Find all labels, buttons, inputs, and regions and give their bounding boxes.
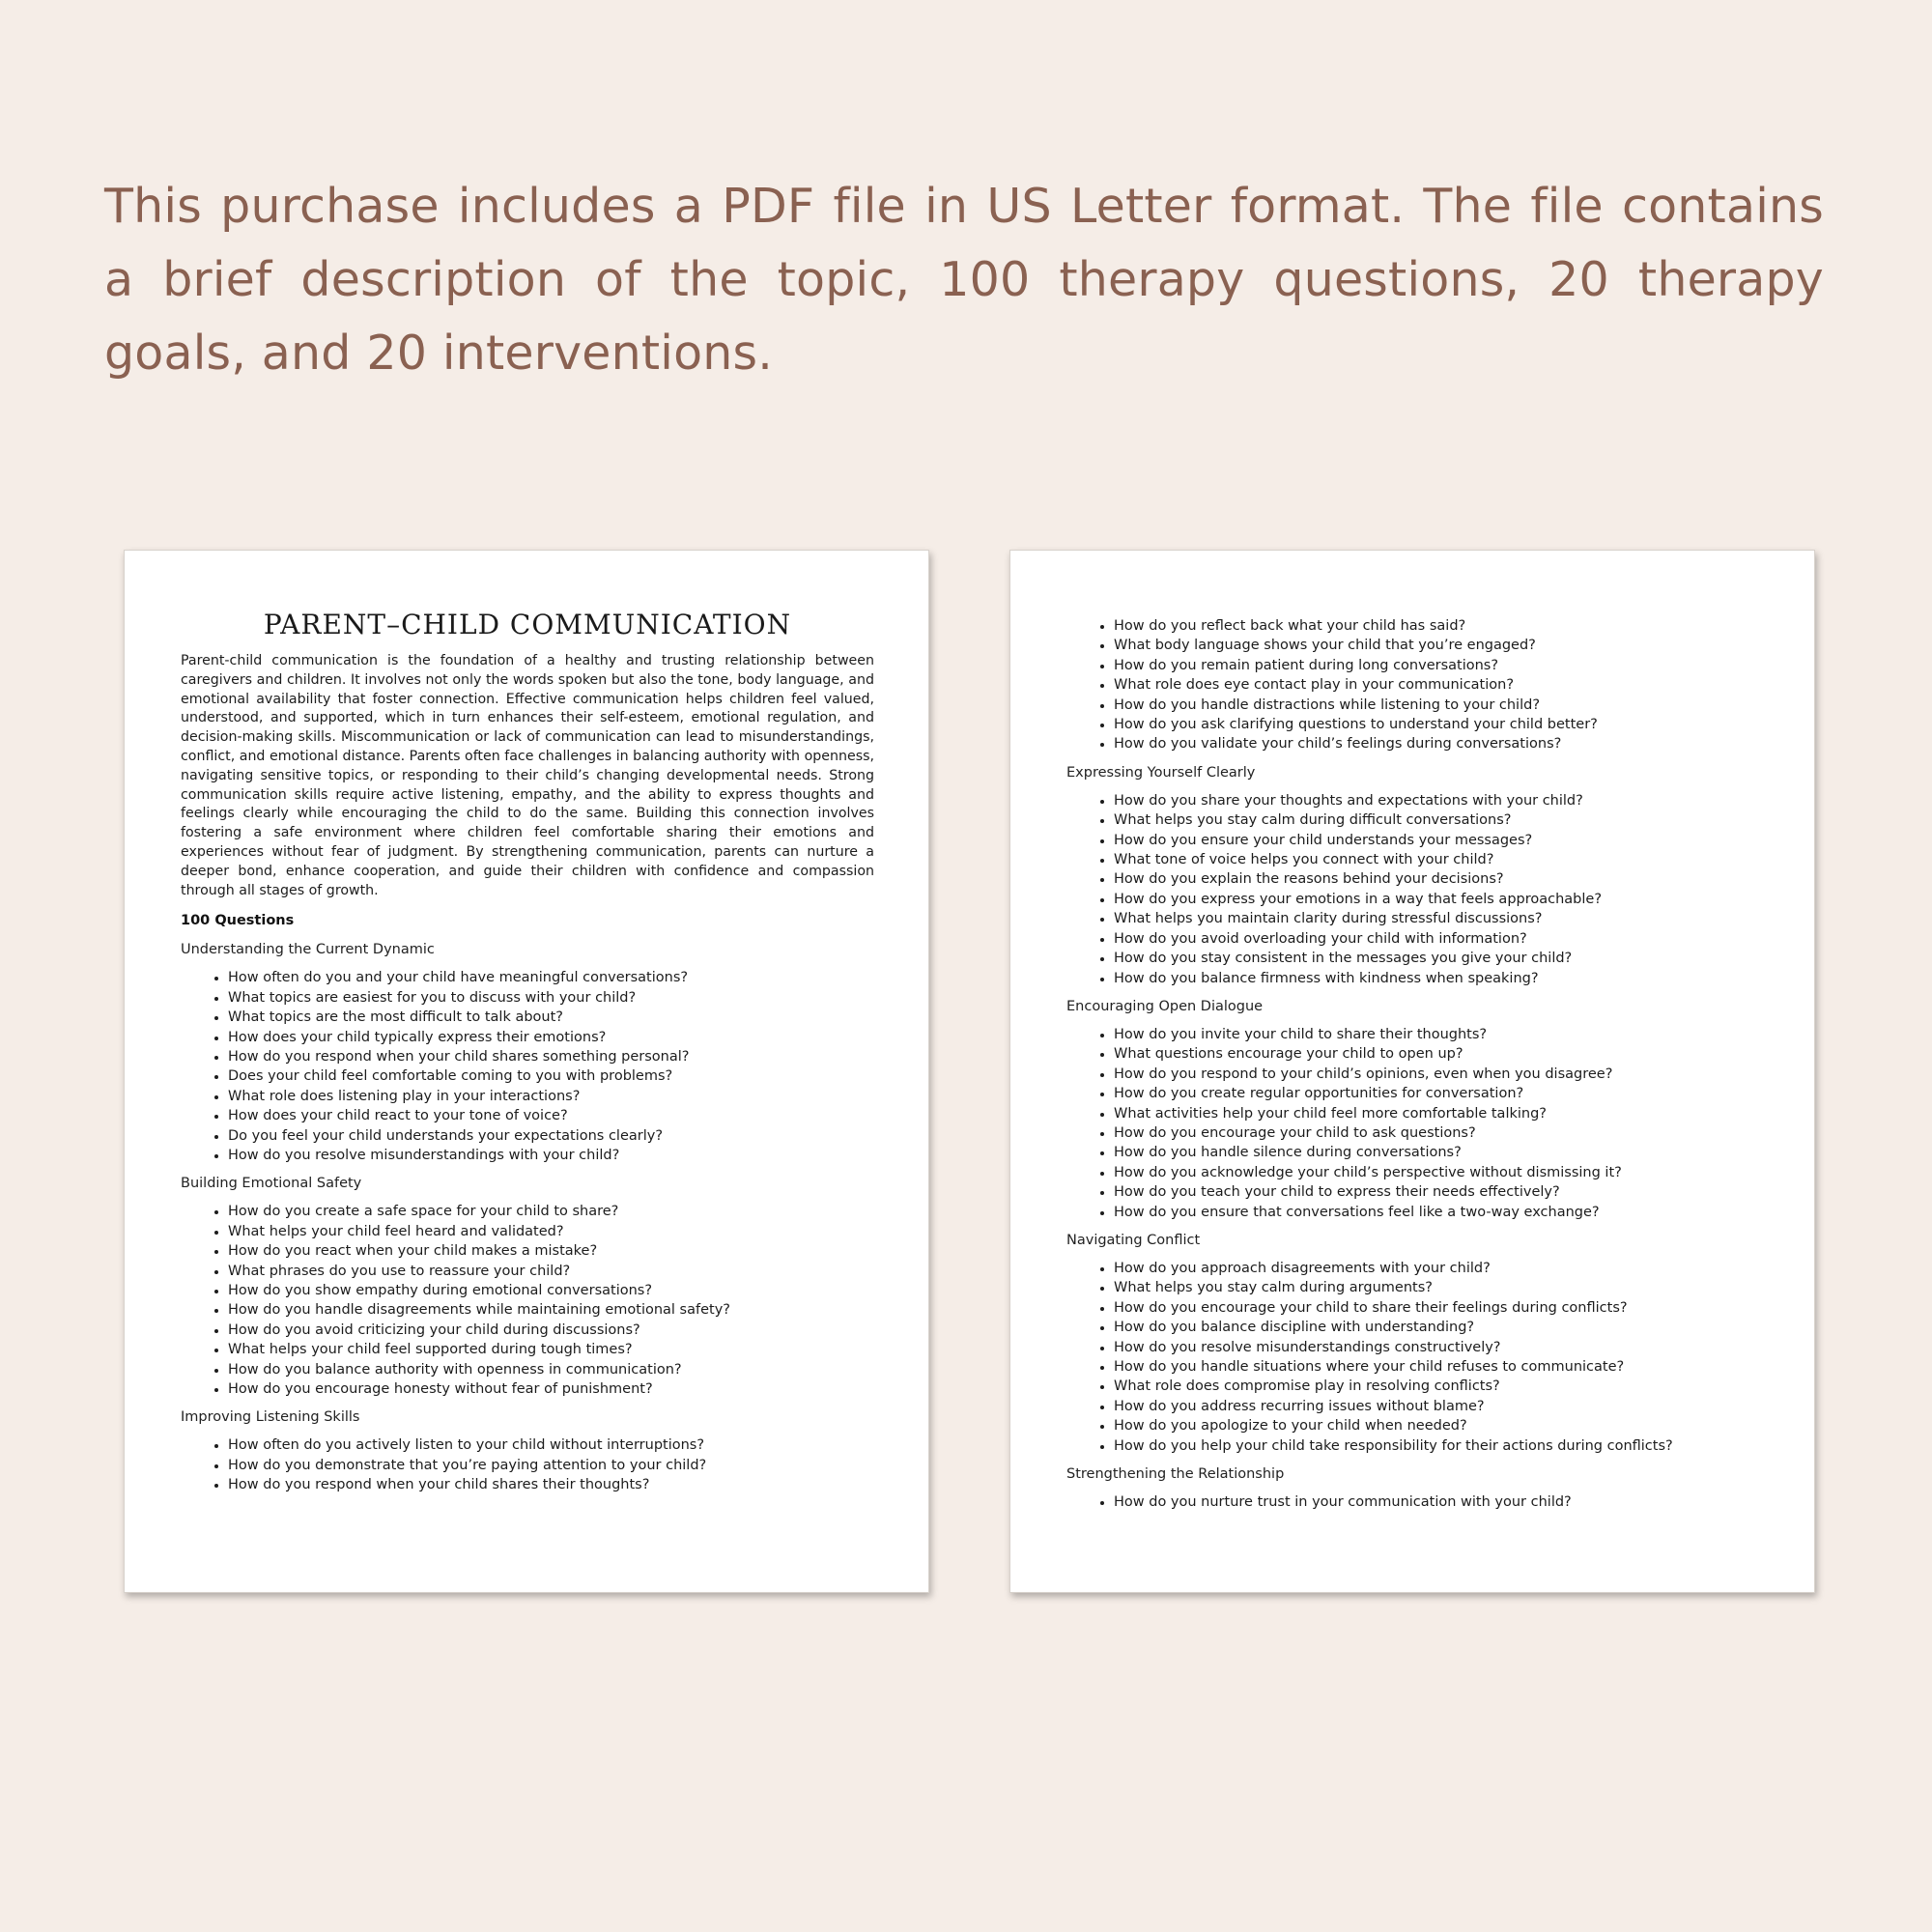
topic-description: Parent-child communication is the foundation of a healthy and trusting relationship between caregivers and children. It involves not only the words spoken but also the tone, body language, and emotional availability that foster connection. Effective communication helps children feel valued, understood, and supported, which in turn enhances their self-esteem, emotional regulation, and decision-making skills. Miscommunication or lack of communication can lead to misunderstandings, conflict, and emotional distance. Parents often face challenges in balancing authority with openness, navigating sensitive topics, or responding to their child’s changing developmental needs. Strong communication skills require active listening, empathy, and the ability to express thoughts and feelings clearly while encouraging the child to do the same. Building this connection involves fostering a safe environment where children feel comfortable sharing their emotions and experiences without fear of judgment. By strengthening communication, parents can nurture a deeper bond, enhance cooperation, and guide their children with confidence and compassion through all stages of growth.	[181, 653, 874, 898]
question-item: • What helps you stay calm during arguments?	[1114, 1278, 1760, 1297]
question-item: • How do you balance authority with openness in communication?	[228, 1360, 874, 1379]
section-heading: Understanding the Current Dynamic	[181, 942, 435, 958]
question-item: • What questions encourage your child to open up?	[1114, 1044, 1760, 1064]
question-list	[181, 968, 874, 1165]
question-item: • What helps your child feel heard and validated?	[228, 1222, 874, 1241]
question-item: • What topics are the most difficult to talk about?	[228, 1008, 874, 1027]
section-heading: Encouraging Open Dialogue	[1066, 998, 1264, 1014]
question-item: • How do you share your thoughts and expectations with your child?	[1114, 791, 1760, 810]
question-item: • How do you handle situations where your child refuses to communicate?	[1114, 1357, 1760, 1377]
question-item: • How do you show empathy during emotional conversations?	[228, 1281, 874, 1300]
question-item: • How do you resolve misunderstandings constructively?	[1114, 1338, 1760, 1357]
question-list	[1066, 791, 1760, 988]
question-item: • How do you respond when your child shares something personal?	[228, 1047, 874, 1066]
question-item: • How do you ensure your child understands your messages?	[1114, 831, 1760, 850]
question-item: • How do you nurture trust in your communication with your child?	[1114, 1492, 1760, 1512]
question-item: • How do you avoid overloading your child with information?	[1114, 929, 1760, 949]
page-content	[1066, 616, 1760, 1520]
document-title: PARENT–CHILD COMMUNICATION	[263, 609, 792, 640]
question-list	[181, 1435, 874, 1494]
section-heading: Expressing Yourself Clearly	[1066, 764, 1256, 781]
question-item: • How do you express your emotions in a way that feels approachable?	[1114, 890, 1760, 909]
question-item: • What helps you maintain clarity during stressful discussions?	[1114, 909, 1760, 928]
question-sections	[181, 939, 874, 1494]
question-item: • How do you ensure that conversations feel like a two-way exchange?	[1114, 1203, 1760, 1222]
question-item: • How do you remain patient during long conversations?	[1114, 656, 1760, 675]
page-content	[181, 609, 874, 1503]
section-heading: Strengthening the Relationship	[1066, 1466, 1285, 1483]
document-page-right	[1009, 550, 1815, 1593]
question-item: • How do you validate your child’s feelings during conversations?	[1114, 734, 1760, 753]
question-item: • What helps you stay calm during difficult conversations?	[1114, 810, 1760, 830]
question-item: • What helps your child feel supported during tough times?	[228, 1340, 874, 1359]
question-item: • What body language shows your child that you’re engaged?	[1114, 636, 1760, 655]
question-item: • How do you handle distractions while listening to your child?	[1114, 696, 1760, 715]
question-item: • How do you apologize to your child when needed?	[1114, 1416, 1760, 1435]
question-item: • How do you encourage honesty without fear of punishment?	[228, 1379, 874, 1399]
question-item: • How do you teach your child to express their needs effectively?	[1114, 1182, 1760, 1202]
question-item: • How do you balance discipline with understanding?	[1114, 1318, 1760, 1337]
question-item: • How do you ask clarifying questions to understand your child better?	[1114, 715, 1760, 734]
question-list	[181, 1202, 874, 1399]
question-item: • How do you reflect back what your child has said?	[1114, 616, 1760, 636]
question-item: • How do you invite your child to share their thoughts?	[1114, 1025, 1760, 1044]
document-page-left	[124, 550, 929, 1593]
question-item: • How do you demonstrate that you’re paying attention to your child?	[228, 1456, 874, 1475]
question-item: • How do you avoid criticizing your child during discussions?	[228, 1321, 874, 1340]
question-sections	[1066, 762, 1760, 1513]
question-item: • What activities help your child feel more comfortable talking?	[1114, 1104, 1760, 1123]
question-item: • What role does compromise play in resolving conflicts?	[1114, 1377, 1760, 1396]
question-item: • How do you address recurring issues without blame?	[1114, 1397, 1760, 1416]
question-list	[1066, 1492, 1760, 1512]
question-list	[1066, 1259, 1760, 1456]
question-item: • How do you create a safe space for your child to share?	[228, 1202, 874, 1221]
question-item: • How do you react when your child makes a mistake?	[228, 1241, 874, 1261]
question-item: • How do you respond when your child shares their thoughts?	[228, 1475, 874, 1494]
questions-heading: 100 Questions	[181, 913, 295, 929]
question-item: • How do you stay consistent in the messages you give your child?	[1114, 949, 1760, 968]
question-item: • How do you resolve misunderstandings with your child?	[228, 1146, 874, 1165]
headline: This purchase includes a PDF file in US Letter format. The file contains a brief description of the topic, 100 therapy questions, 20 therapy goals, and 20 interventions.	[104, 179, 1824, 381]
question-item: • What phrases do you use to reassure your child?	[228, 1262, 874, 1281]
section-heading: Navigating Conflict	[1066, 1232, 1201, 1248]
question-item: • How do you handle disagreements while maintaining emotional safety?	[228, 1300, 874, 1320]
section-heading: Building Emotional Safety	[181, 1176, 362, 1192]
question-item: • How do you approach disagreements with your child?	[1114, 1259, 1760, 1278]
question-item: • Does your child feel comfortable coming to you with problems?	[228, 1066, 874, 1086]
question-item: • How do you handle silence during conversations?	[1114, 1143, 1760, 1162]
question-item: • How often do you actively listen to your child without interruptions?	[228, 1435, 874, 1455]
question-item: • How do you respond to your child’s opinions, even when you disagree?	[1114, 1065, 1760, 1084]
question-item: • How do you help your child take responsibility for their actions during conflicts?	[1114, 1436, 1760, 1456]
question-item: • What tone of voice helps you connect with your child?	[1114, 850, 1760, 869]
question-list	[1066, 1025, 1760, 1222]
question-item: • What topics are easiest for you to discuss with your child?	[228, 988, 874, 1008]
question-item: • How does your child react to your tone of voice?	[228, 1106, 874, 1125]
question-item: • How do you explain the reasons behind your decisions?	[1114, 869, 1760, 889]
question-list-continued	[1066, 616, 1760, 754]
question-item: • Do you feel your child understands your expectations clearly?	[228, 1126, 874, 1146]
question-item: • What role does listening play in your interactions?	[228, 1087, 874, 1106]
question-item: • How do you acknowledge your child’s perspective without dismissing it?	[1114, 1163, 1760, 1182]
section-heading: Improving Listening Skills	[181, 1409, 360, 1426]
question-item: • What role does eye contact play in your communication?	[1114, 675, 1760, 695]
question-item: • How do you create regular opportunities for conversation?	[1114, 1084, 1760, 1103]
question-item: • How do you encourage your child to ask questions?	[1114, 1123, 1760, 1143]
question-item: • How often do you and your child have meaningful conversations?	[228, 968, 874, 987]
question-item: • How do you encourage your child to share their feelings during conflicts?	[1114, 1298, 1760, 1318]
question-item: • How does your child typically express their emotions?	[228, 1028, 874, 1047]
question-item: • How do you balance firmness with kindness when speaking?	[1114, 969, 1760, 988]
